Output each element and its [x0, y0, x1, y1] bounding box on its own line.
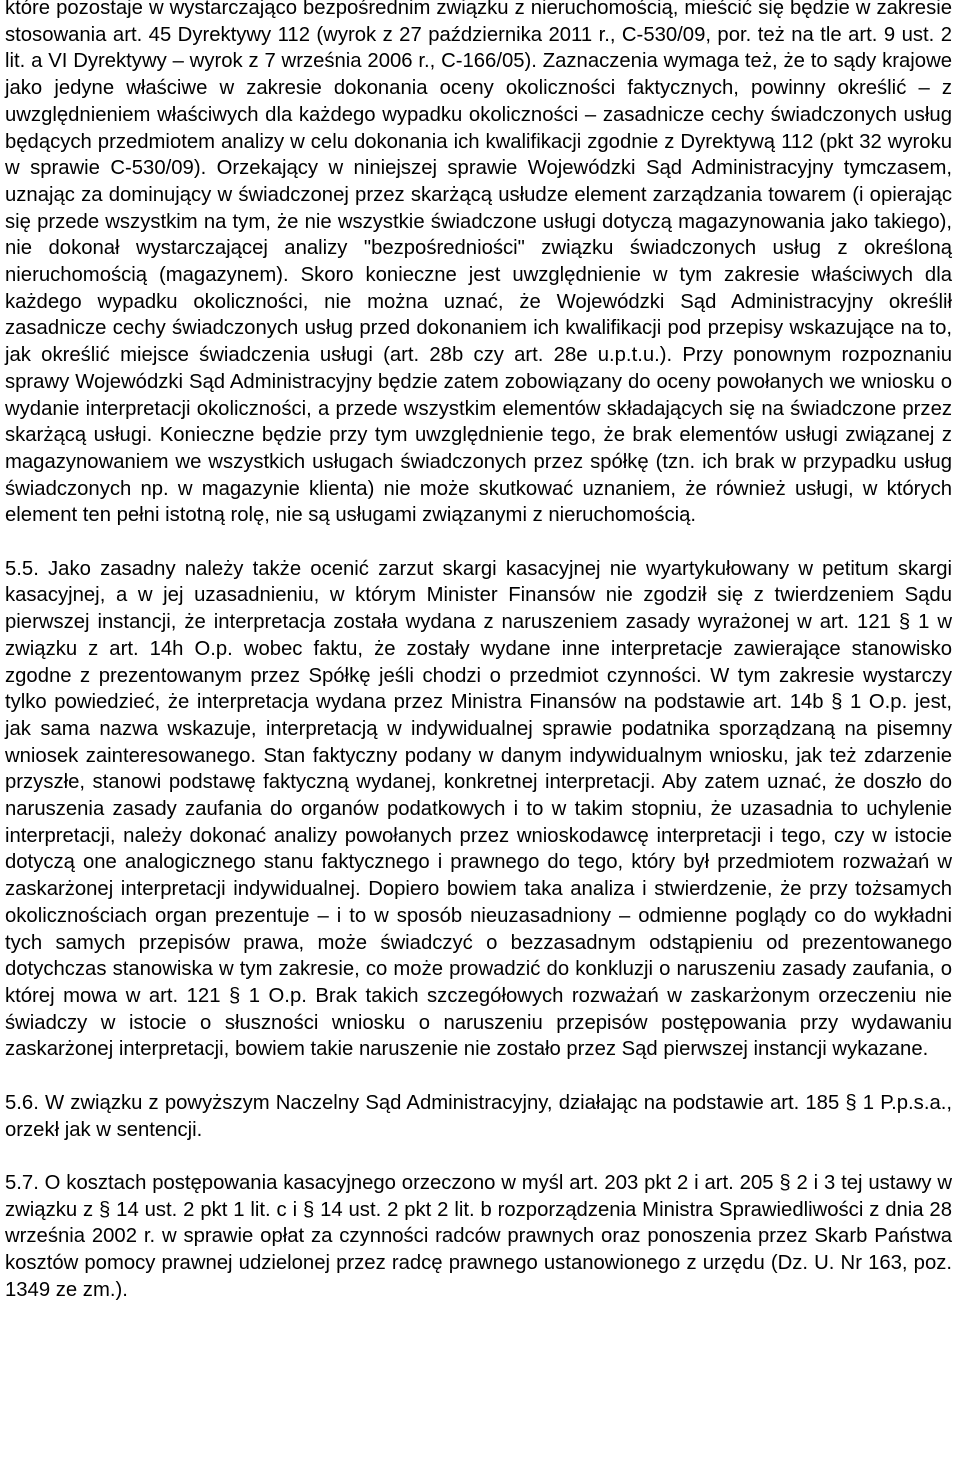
paragraph-5-7: 5.7. O kosztach postępowania kasacyjnego orzeczono w myśl art. 203 pkt 2 i art. 205 § 2 i 3 tej ustawy w związku z § 14 ust. 2 pkt 1 lit. c i § 14 ust. 2 pkt 2 lit. b rozporządzenia Ministra Sprawiedliwości z dnia 28 września 2002 r. w sprawie opłat za czynności radców prawnych oraz ponoszenia przez Skarb Państwa kosztów pomocy prawnej udzielonej przez radcę prawnego ustanowionego z urzędu (Dz. U. Nr 163, poz. 1349 ze zm.).: [5, 1171, 952, 1301]
paragraph-5-6: 5.6. W związku z powyższym Naczelny Sąd Administracyjny, działając na podstawie art. 185 § 1 P.p.s.a., orzekł jak w sentencji.: [5, 1091, 952, 1141]
paragraph-continuation: które pozostaje w wystarczająco bezpośrednim związku z nieruchomością, mieścić się będzie w zakresie stosowania art. 45 Dyrektywy 112 (wyrok z 27 października 2011 r., C-530/09, por. też na tle art. 9 ust. 2 lit. a VI Dyrektywy – wyrok z 7 września 2006 r., C-166/05). Zaznaczenia wymaga też, że to sądy krajowe jako jedyne właściwe w zakresie dokonania oceny okoliczności faktycznych, powinny określić – z uwzględnieniem właściwych dla każdego wypadku okoliczności – zasadnicze cechy świadczonych usług będących przedmiotem analizy w celu dokonania ich kwalifikacji zgodnie z Dyrektywą 112 (pkt 32 wyroku w sprawie C-530/09). Orzekający w niniejszej sprawie Wojewódzki Sąd Administracyjny tymczasem, uznając za dominujący w świadczonej przez skarżącą usłudze element zarządzania towarem (i opierając się przede wszystkim na tym, że nie wszystkie świadczone usługi dotyczą magazynowania jako takiego), nie dokonał wystarczającej analizy "bezpośredniości" związku świadczonych usług z określoną nieruchomością (magazynem). Skoro konieczne jest uwzględnienie w tym zakresie właściwych dla każdego wypadku okoliczności, nie można uznać, że Wojewódzki Sąd Administracyjny określił zasadnicze cechy świadczonych usług przed dokonaniem ich kwalifikacji pod przepisy wskazujące na to, jak określić miejsce świadczenia usługi (art. 28b czy art. 28e u.p.t.u.). Przy ponownym rozpoznaniu sprawy Wojewódzki Sąd Administracyjny będzie zatem zobowiązany do oceny powołanych we wniosku o wydanie interpretacji okoliczności, a przede wszystkim elementów składających się na świadczone przez skarżącą usługi. Konieczne będzie przy tym uwzględnienie tego, że brak elementów usługi związanej z magazynowaniem we wszystkich usługach świadczonych przez spółkę (tzn. ich brak w przypadku usług świadczonych np. w magazynie klienta) nie może skutkować uznaniem, że również usługi, w których element ten pełni istotną rolę, nie są usługami związanymi z nieruchomością.: [5, 0, 952, 527]
paragraph-5-5: 5.5. Jako zasadny należy także ocenić zarzut skargi kasacyjnej nie wyartykułowany w petitum skargi kasacyjnej, a w jej uzasadnieniu, w którym Minister Finansów nie zgodził się z twierdzeniem Sądu pierwszej instancji, że interpretacja została wydana z naruszeniem zasady wyrażonej w art. 121 § 1 w związku z art. 14h O.p. wobec faktu, że zostały wydane inne interpretacje zawierające stanowisko zgodne z prezentowanym przez Spółkę jeśli chodzi o przedmiot czynności. W tym zakresie wystarczy tylko powiedzieć, że interpretacja wydana przez Ministra Finansów na podstawie art. 14b § 1 O.p. jest, jak sama nazwa wskazuje, interpretacją w indywidualnej sprawie podatnika sporządzaną na pisemny wniosek zainteresowanego. Stan faktyczny podany w danym indywidualnym wniosku, jak też zdarzenie przyszłe, stanowi podstawę faktyczną wydanej, konkretnej interpretacji. Aby zatem uznać, że doszło do naruszenia zasady zaufania do organów podatkowych i to w takim stopniu, że uzasadnia to uchylenie interpretacji, należy dokonać analizy powołanych przez wnioskodawcę interpretacji i tego, czy w istocie dotyczą one analogicznego stanu faktycznego i prawnego do tego, który był przedmiotem rozważań w zaskarżonej interpretacji indywidualnej. Dopiero bowiem taka analiza i stwierdzenie, że przy tożsamych okolicznościach organ prezentuje – i to w sposób nieuzasadniony – odmienne poglądy co do wykładni tych samych przepisów prawa, może świadczyć o bezzasadnym odstąpieniu od prezentowanego dotychczas stanowiska w tym zakresie, co może prowadzić do konkluzji o naruszeniu zasady zaufania, o której mowa w art. 121 § 1 O.p. Brak takich szczegółowych rozważań w zaskarżonym orzeczeniu nie świadczy w istocie o słuszności wniosku o naruszeniu przepisów postępowania przy wydawaniu zaskarżonej interpretacji, bowiem takie naruszenie nie zostało przez Sąd pierwszej instancji wykazane.: [5, 557, 952, 1061]
